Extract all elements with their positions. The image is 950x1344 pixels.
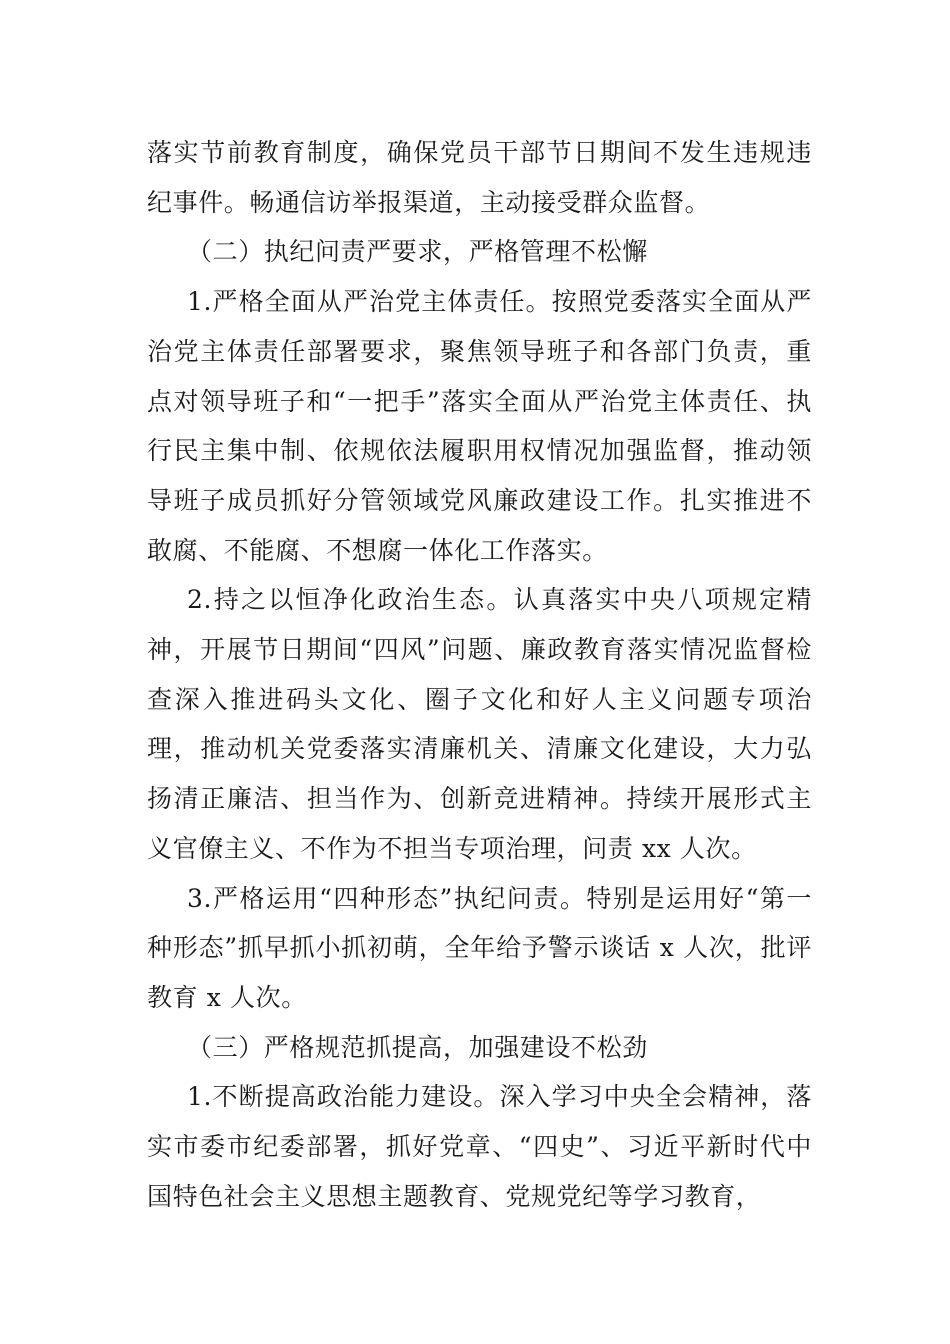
section-heading-3: （三）严格规范抓提高，加强建设不松劲 (187, 1032, 648, 1062)
paragraph-item-2: 2.持之以恒净化政治生态。认真落实中央八项规定精神，开展节日期间“四风”问题、廉政教育落实情况监督检查深入推进码头文化、圈子文化和好人主义问题专项治理，推动机关党委落实清廉机关、清廉文化建设，大力弘扬清正廉洁、担当作为、创新竞进精神。持续开展形式主义官僚主义、不作为不担当专项治理，问责 xx 人次。 (147, 585, 812, 863)
document-body (147, 128, 812, 1221)
section-heading-2: （二）执纪问责严要求，严格管理不松懈 (187, 237, 648, 267)
paragraph-item-1: 1.严格全面从严治党主体责任。按照党委落实全面从严治党主体责任部署要求，聚焦领导班子和各部门负责，重点对领导班子和“一把手”落实全面从严治党主体责任、执行民主集中制、依规依法履职用权情况加强监督，推动领导班子成员抓好分管领域党风廉政建设工作。扎实推进不敢腐、不能腐、不想腐一体化工作落实。 (147, 287, 812, 565)
paragraph-item-3: 3.严格运用“四种形态”执纪问责。特别是运用好“第一种形态”抓早抓小抓初萌，全年给予警示谈话 x 人次，批评教育 x 人次。 (147, 883, 812, 1012)
paragraph-discipline-education: 落实节前教育制度，确保党员干部节日期间不发生违规违纪事件。畅通信访举报渠道，主动接受群众监督。 (147, 138, 812, 217)
paragraph-item-1-section-3: 1.不断提高政治能力建设。深入学习中央全会精神，落实市委市纪委部署，抓好党章、“四史”、习近平新时代中国特色社会主义思想主题教育、党规党纪等学习教育， (147, 1082, 812, 1211)
